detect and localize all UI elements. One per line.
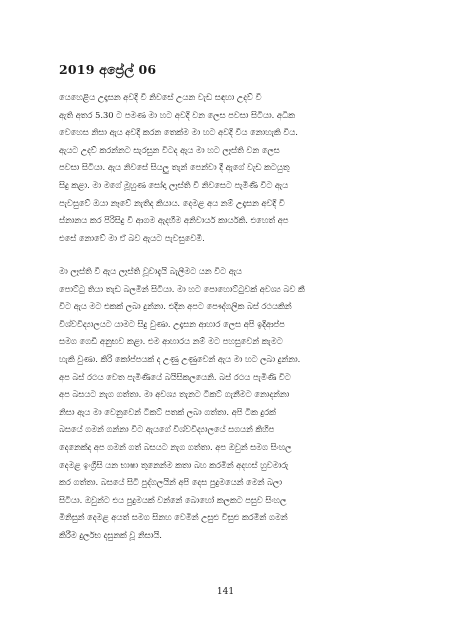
text-line: හැකි වුණා. කිරි කෝප්පයක් ද උණු උණුවෙන් ඇය මා හට ලබා දුන්නා. [59,353,301,364]
text-line: විශ්වවිද්‍යාලයට යාමට සිදු වුණා. උදෑසන ආහාර ලෙස අපි ඉදිආප්ප [59,318,285,329]
text-line: දෙමළ ඉංග්‍රීසි යන භාෂා තුනෙන්ම කතා බහ කරමින් අදහස් හුවමාරු [59,459,289,470]
text-line: සිදු කළා. මා මගේ මූහුණ සෝදා ලෑස්ති වී නිවසෙට පැමිණි විට ඇය [59,179,289,190]
text-line: එසේ නොවේ මා ඒ බව ඇයට පැවසුවෙමි. [59,232,205,243]
text-line: පැවසුවේ ඔයා නෑවේ නැතිද කියාය. දෙමළ අය නම් උදෑසන අවදි වී [59,197,285,208]
text-line: සිටියා. ඔවුන්ට එය පුදුමයක් වන්නේ බොහෝ කලකට පසුව සිංහල [59,494,287,505]
text-line: දෙනෙක්ද අප ගමන් ගත් බසයට නැග ගත්තා. අප ඔවුන් සමග සිංහල [59,441,292,452]
text-line: බසයේ ගමන් ගන්නා විට ඇයගේ විශ්වවිද්‍යාලයේ සගයන් කිහිප [59,424,275,435]
text-line: කර ගත්තා. බසයේ සිටි පුද්ගලයින් අපි දෙස පුදුමයෙන් මෙන් බලා [59,477,282,488]
text-line: ස්නානය කර පිරිසිදු වී ආගම ඇදහීම අනිවාර්ය කාර්යකි. එහෙත් අප [59,215,289,226]
text-line: විට ඇය මට එකක් ලබා දුන්නා. එදින අපට පෞද්ගලික බස් රථයකින් [59,301,292,312]
text-line: අප බස් රථය වෙත පැමිණියේ බයිසිකලයෙනි. බස් රථය පැමිණි විට [59,371,291,382]
text-line: මා ලෑස්ති වී ඇය ලෑස්ති වූවාදැයි බැලීමට යන විට ඇය [59,266,242,276]
paragraph-2 [59,263,399,545]
text-line: පවසා සිටියා. ඇය නිවසේ සියලු තැන් පෙන්වා දී ඇගේ වැඩ කටයුතු [59,162,290,173]
text-line: ඇයට උදව් කරන්නට සැරසුන විටද ඇය මා හට ලෑස්ති වන ලෙස [59,144,280,155]
text-line: වෙහෙස නිසා ඇය අවදි කරන තෙක්ම මා හට අවදි වීය නොහැකි විය. [59,127,298,138]
page-number: 141 [216,587,235,597]
paragraph-1 [59,89,399,247]
text-line: මිනිසුන් දෙමළ අයත් සමග සිනහ වෙමින් උසුළු විසුළු කරමින් ගමන් [59,512,288,523]
text-line: ඇති අතර 5.30 ට පමණ මා හට අවදි වන ලෙස පවසා සිටියා. අධික [59,109,295,120]
text-line: පොට්ටු තියා තැඩ බලමින් සිටියා. මා හට පොහොට්ටුවක් අවශ්‍ය බව කී [59,283,305,294]
text-line: අප බසයට නැග ගත්තා. මා අවශ්‍ය තැනට ටිකට් ගැනීමට නොදන්නා [59,389,290,400]
text-line: කිරීම දුර්ලභ දසුනක් වූ නිසායි. [59,529,162,540]
text-line: සමග ගෙඩි අනුභව කළා. එම ආහාරය නම් මට පහසුවෙන් කැමට [59,336,283,347]
text-line: නිසා ඇය මා වෙනුවෙන් ටිකට් පතක් ලබා ගත්තා. අපි ටික දුරක් [59,406,276,417]
date-heading: 2019 අප්‍රේල් 06 [59,62,157,77]
text-line: යෙහෙළිය උදෑසන අවදි වී නිවසේ උයන වැඩ සඳහා උදව් වී [59,92,262,102]
